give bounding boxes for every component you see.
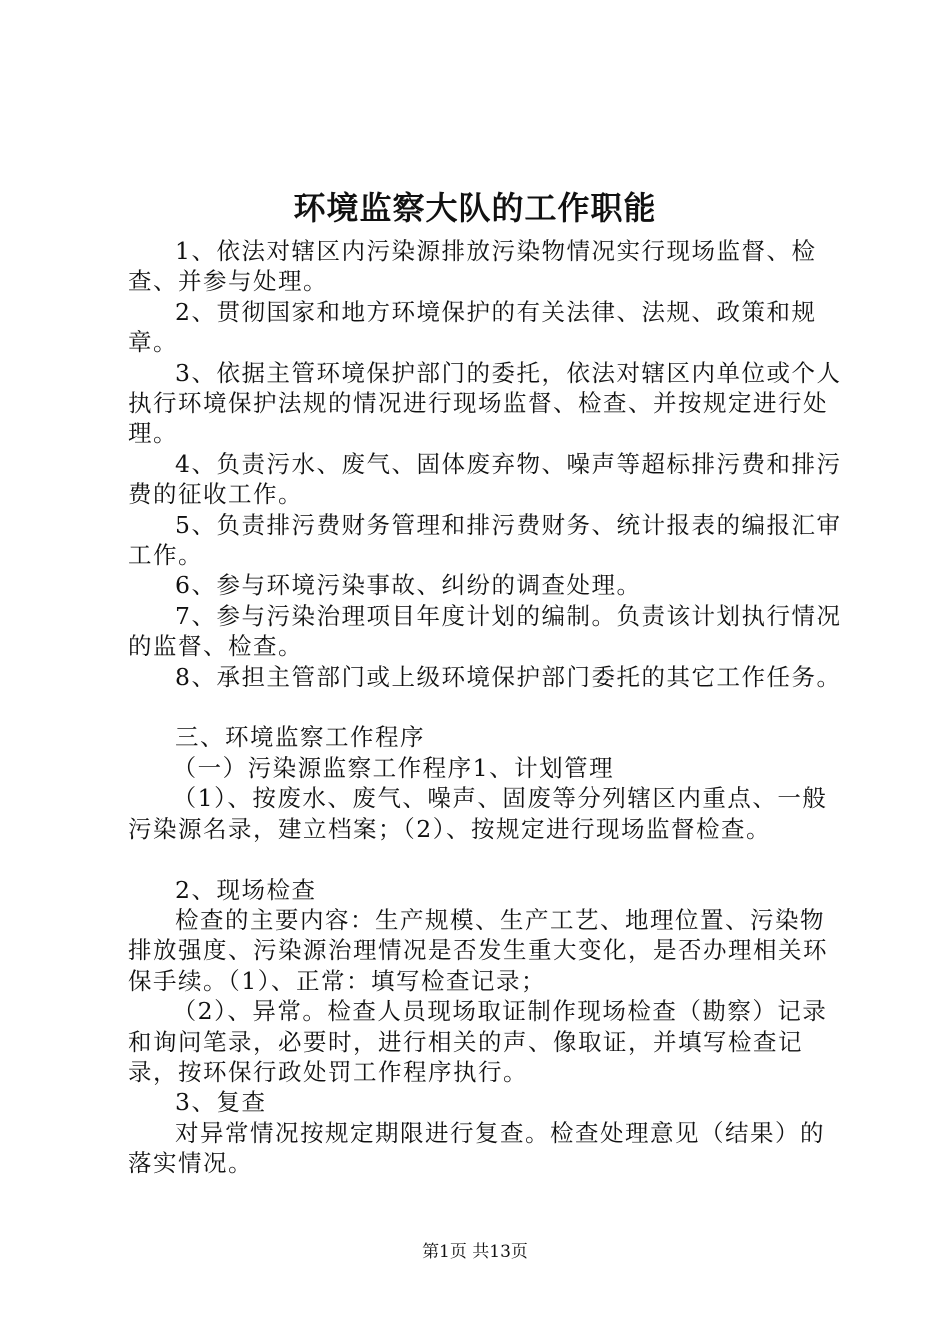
blank-line	[128, 692, 848, 722]
paragraph-duty-6: 6、参与环境污染事故、纠纷的调查处理。	[175, 571, 642, 600]
paragraph-plan-management: （1）、按废水、废气、噪声、固废等分列辖区内重点、一般污染源名录，建立档案；（2）、按规定进行现场监督检查。	[128, 784, 828, 843]
paragraph-duty-1: 1、依法对辖区内污染源排放污染物情况实行现场监督、检查、并参与处理。	[128, 237, 817, 296]
subsection-heading-site-inspection: 2、现场检查	[175, 875, 317, 904]
paragraph-duty-4: 4、负责污水、废气、固体废弃物、噪声等超标排污费和排污费的征收工作。	[128, 449, 842, 509]
document-body	[128, 236, 848, 1179]
paragraph-abnormal: （2）、异常。检查人员现场取证制作现场检查（勘察）记录和询问笔录，必要时，进行相关的声、像取证，并填写检查记录，按环保行政处罚工作程序执行。	[128, 997, 828, 1086]
paragraph-recheck: 对异常情况按规定期限进行复查。检查处理意见（结果）的落实情况。	[128, 1118, 825, 1178]
section-heading-procedures: 三、环境监察工作程序	[175, 723, 425, 752]
document-title: 环境监察大队的工作职能	[293, 189, 657, 227]
page-number-footer: 第1页 共13页	[422, 1242, 528, 1262]
paragraph-inspection-content: 检查的主要内容：生产规模、生产工艺、地理位置、污染物排放强度、污染源治理情况是否发生重大变化，是否办理相关环保手续。（1）、正常：填写检查记录；	[128, 905, 828, 995]
paragraph-duty-8: 8、承担主管部门或上级环境保护部门委托的其它工作任务。	[175, 662, 842, 691]
blank-line	[128, 844, 848, 874]
paragraph-duty-2: 2、贯彻国家和地方环境保护的有关法律、法规、政策和规章。	[128, 297, 817, 357]
paragraph-duty-7: 7、参与污染治理项目年度计划的编制。负责该计划执行情况的监督、检查。	[128, 601, 842, 661]
subsection-heading-pollution-source: （一）污染源监察工作程序1、计划管理	[172, 753, 615, 782]
paragraph-duty-5: 5、负责排污费财务管理和排污费财务、统计报表的编报汇审工作。	[128, 510, 842, 570]
subsection-heading-recheck: 3、复查	[175, 1088, 267, 1117]
paragraph-duty-3: 3、依据主管环境保护部门的委托，依法对辖区内单位或个人执行环境保护法规的情况进行现场监督、检查、并按规定进行处理。	[128, 358, 842, 448]
